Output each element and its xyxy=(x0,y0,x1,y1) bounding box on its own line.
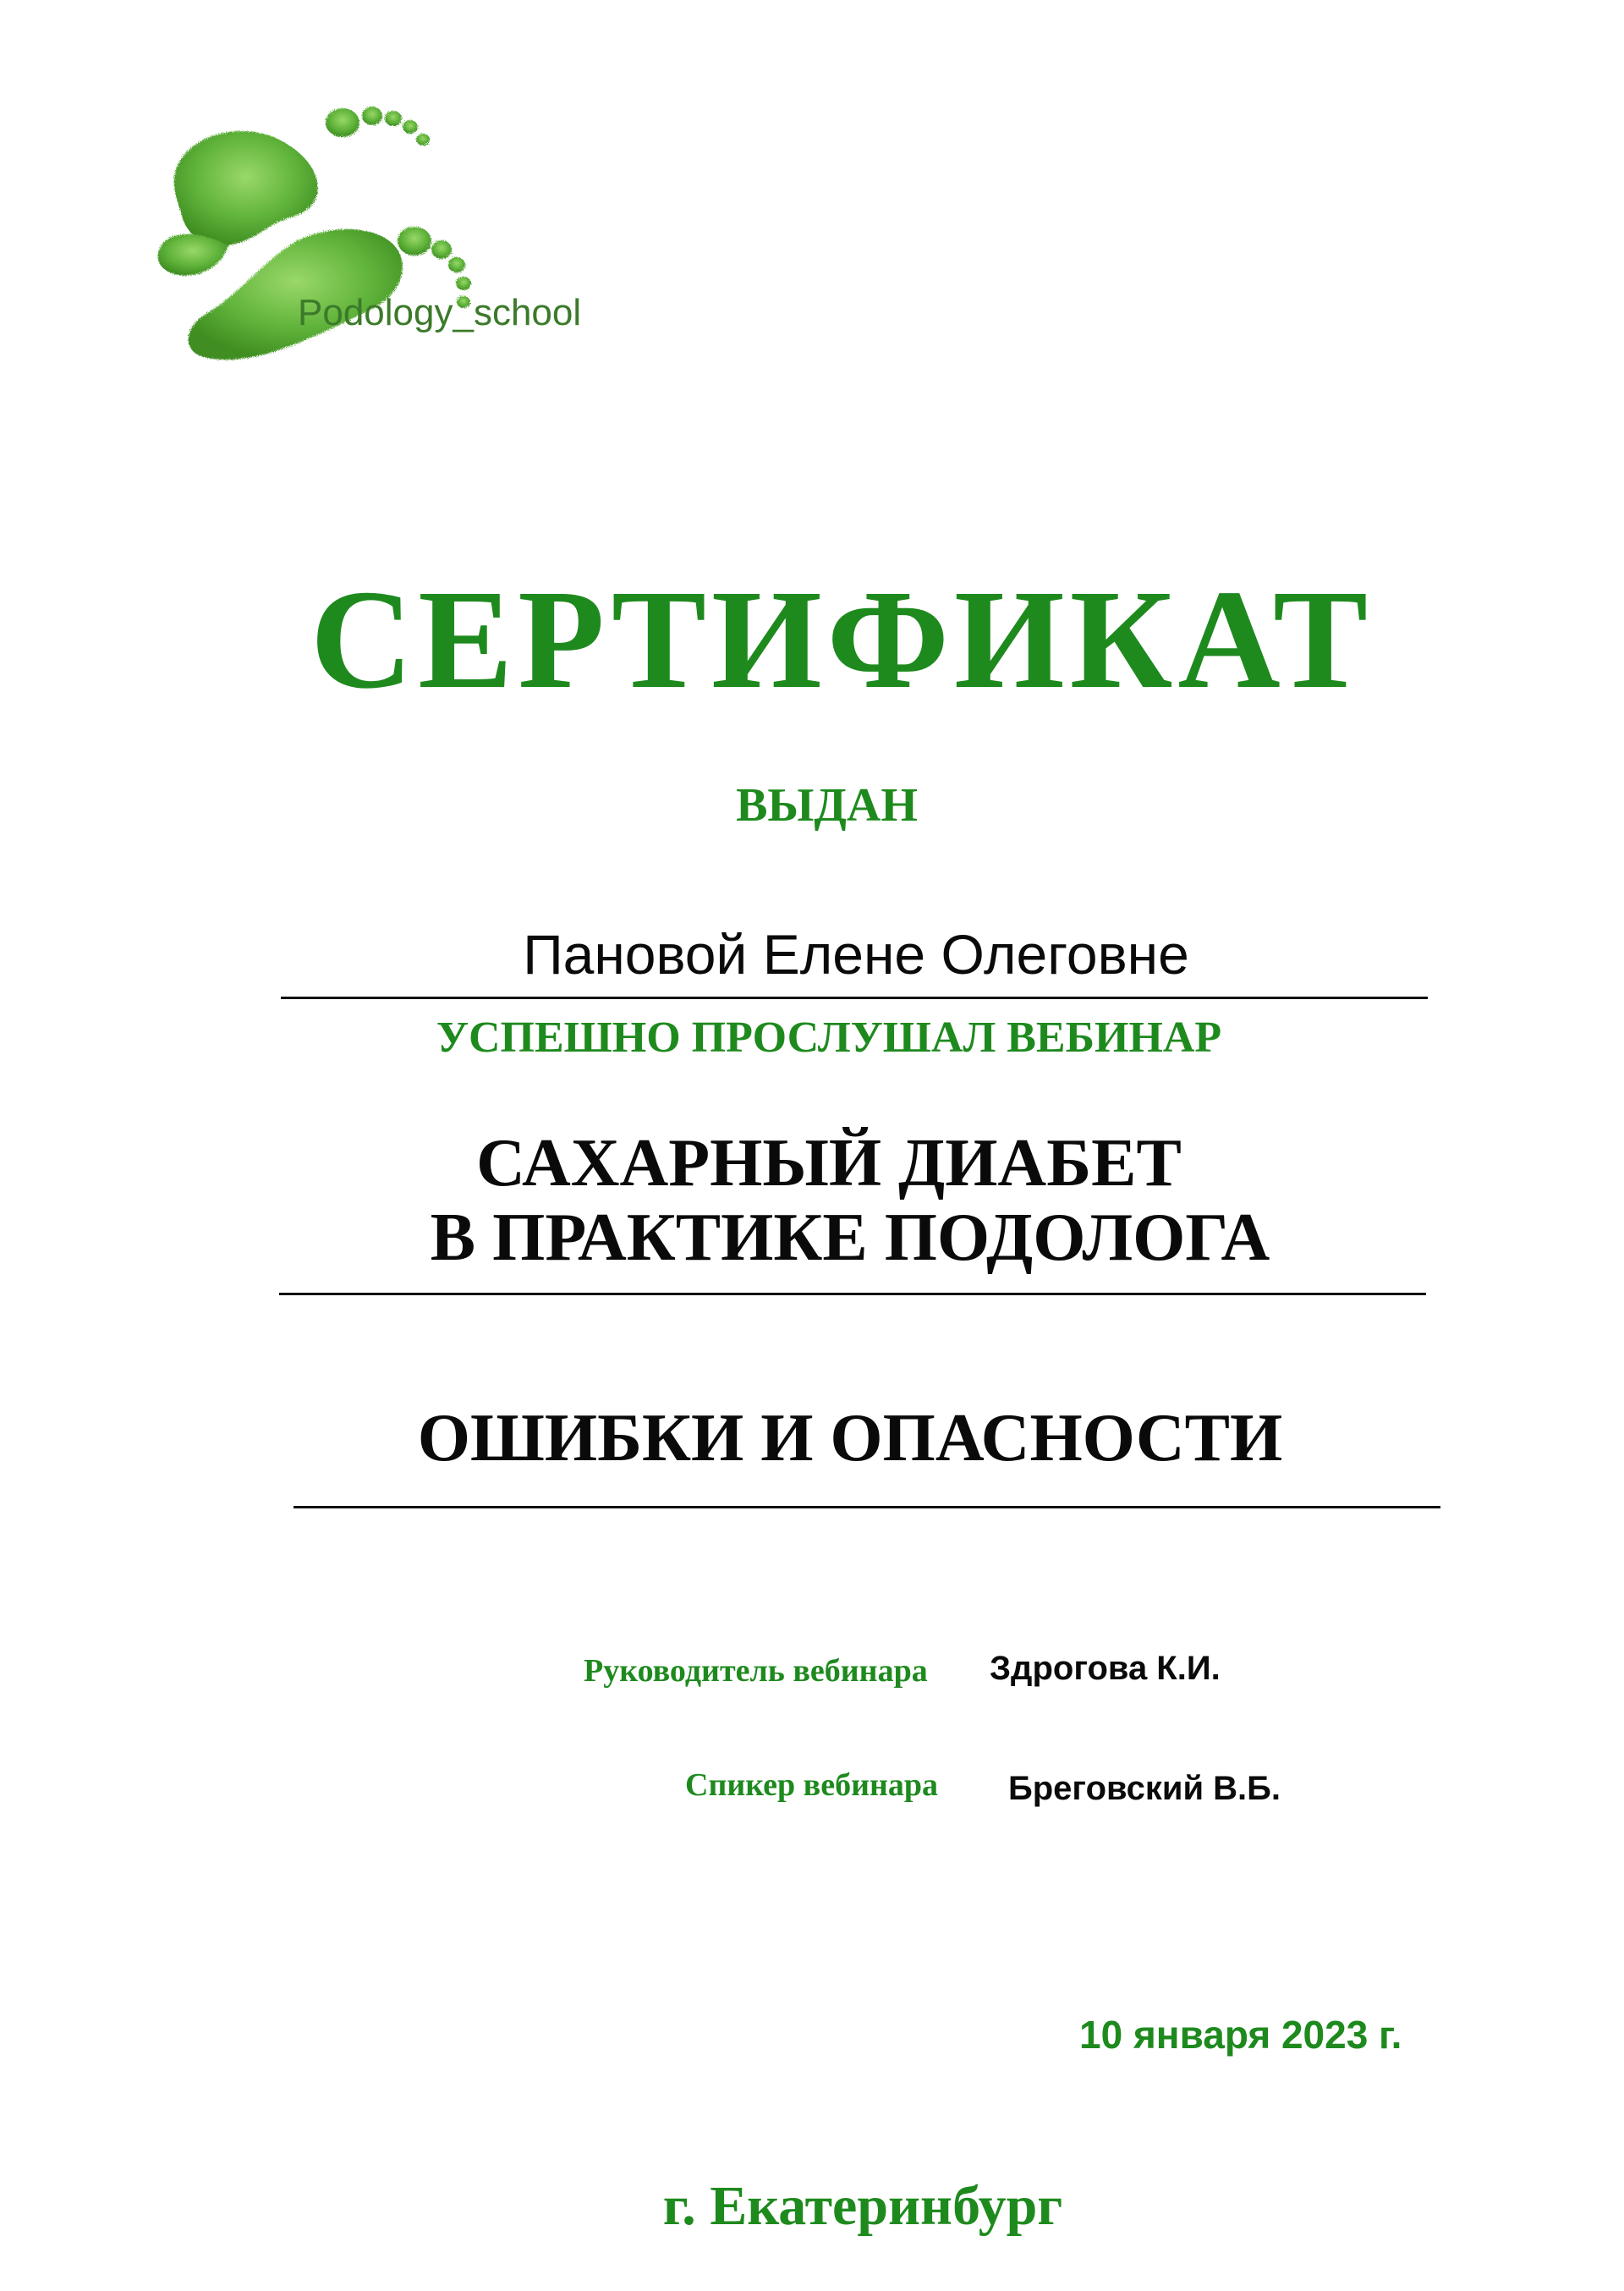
certificate-title: СЕРТИФИКАТ xyxy=(310,561,1374,718)
subtitle-underline xyxy=(294,1506,1440,1508)
logo-text: Podology_school xyxy=(298,292,582,333)
certificate-date: 10 января 2023 г. xyxy=(1079,2013,1402,2057)
completed-label: УСПЕШНО ПРОСЛУШАЛ ВЕБИНАР xyxy=(436,1014,1222,1062)
recipient-name: Пановой Елене Олеговне xyxy=(523,923,1189,986)
speaker-label: Спикер вебинара xyxy=(685,1767,938,1803)
course-underline xyxy=(279,1293,1426,1295)
lead-name: Здрогова К.И. xyxy=(990,1650,1221,1687)
lead-label: Руководитель вебинара xyxy=(584,1653,928,1689)
issued-label: ВЫДАН xyxy=(736,779,918,832)
speaker-name: Бреговский В.Б. xyxy=(1008,1770,1281,1807)
course-subtitle: ОШИБКИ И ОПАСНОСТИ xyxy=(417,1401,1283,1475)
footprints-icon xyxy=(127,80,567,385)
certificate-city: г. Екатеринбург xyxy=(662,2175,1063,2237)
course-title-line1: САХАРНЫЙ ДИАБЕТ xyxy=(476,1126,1182,1200)
podology-school-logo xyxy=(127,80,567,385)
recipient-underline xyxy=(281,997,1428,999)
course-title-line2: В ПРАКТИКЕ ПОДОЛОГА xyxy=(430,1200,1270,1275)
